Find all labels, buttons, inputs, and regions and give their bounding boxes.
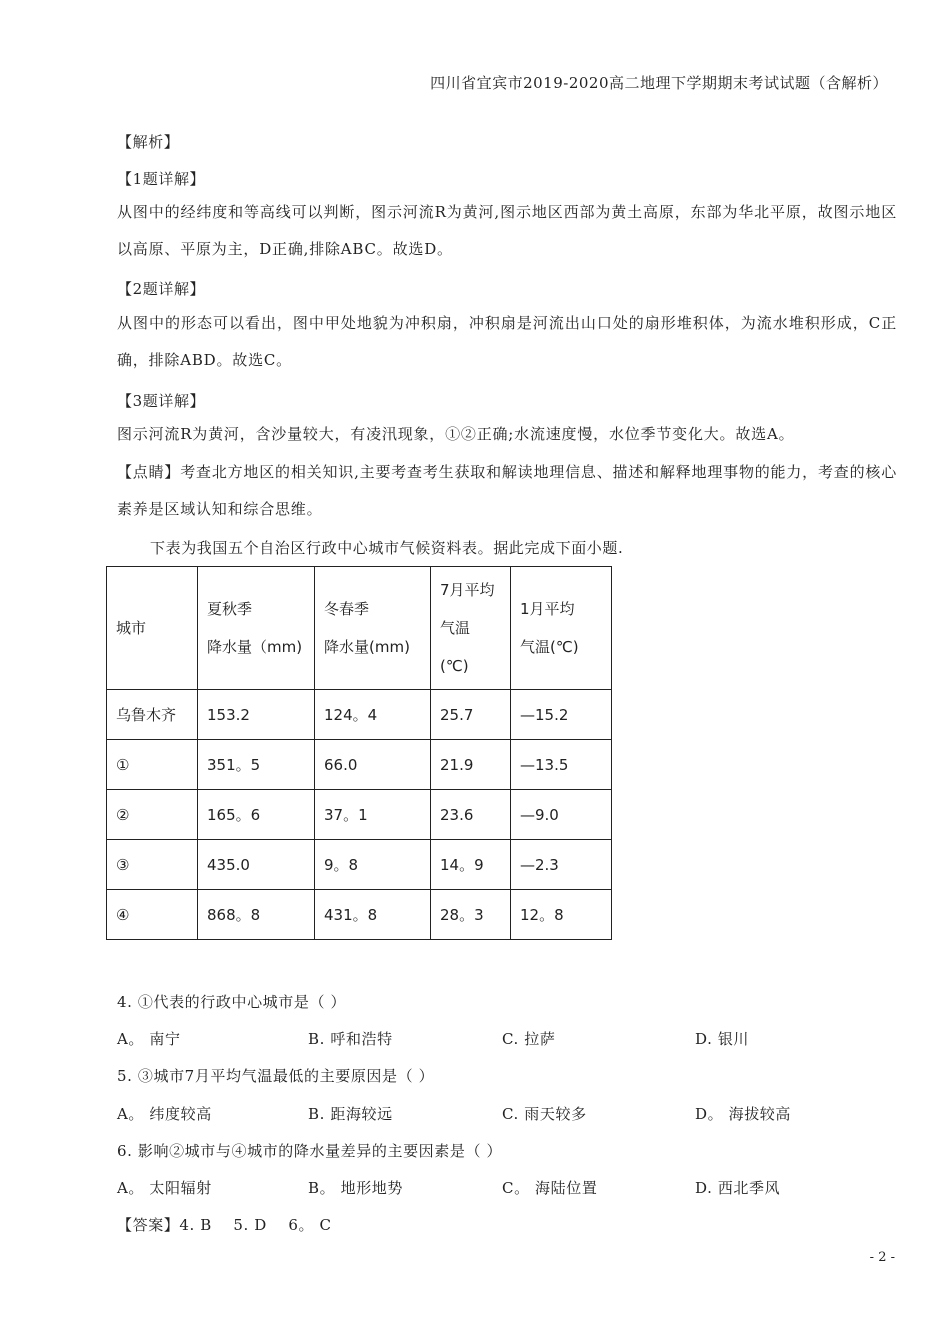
table-header-row [107, 567, 612, 690]
question-4-option-b: B. 呼和浩特 [308, 1030, 393, 1048]
july-temp-cell: 28。3 [431, 890, 511, 940]
city-cell: ③ [107, 840, 198, 890]
key-point-text: 【点睛】考查北方地区的相关知识,主要考查考生获取和解读地理信息、描述和解释地理事物的能力，考查的核心素养是区域认知和综合思维。 [117, 463, 897, 518]
city-cell: ① [107, 740, 198, 790]
question-5-option-d: D。 海拔较高 [695, 1105, 791, 1123]
winter-spring-precip-cell: 9。8 [315, 840, 431, 890]
q1-detail-label: 【1题详解】 [117, 170, 206, 188]
climate-table [106, 566, 612, 940]
answer-line: 【答案】4. B 5. D 6。 C [117, 1216, 332, 1234]
summer-autumn-precip-cell: 868。8 [198, 890, 315, 940]
question-6-option-b: B。 地形地势 [308, 1179, 403, 1197]
q3-detail-text: 图示河流R为黄河，含沙量较大，有凌汛现象，①②正确;水流速度慢，水位季节变化大。故选A。 [117, 425, 795, 443]
analysis-label: 【解析】 [117, 133, 180, 151]
summer-autumn-precip-cell: 165。6 [198, 790, 315, 840]
q1-detail-text: 从图中的经纬度和等高线可以判断，图示河流R为黄河,图示地区西部为黄土高原，东部为华北平原，故图示地区以高原、平原为主，D正确,排除ABC。故选D。 [117, 203, 897, 258]
question-5-option-c: C. 雨天较多 [502, 1105, 587, 1123]
header-summer-autumn-precip: 夏秋季 降水量（mm) [198, 567, 315, 690]
question-6-option-a: A。 太阳辐射 [117, 1179, 212, 1197]
page-header: 四川省宜宾市2019-2020高二地理下学期期末考试试题（含解析） [430, 74, 888, 92]
table-row [107, 790, 612, 840]
winter-spring-precip-cell: 124。4 [315, 690, 431, 740]
table-row [107, 690, 612, 740]
january-temp-cell: 12。8 [511, 890, 612, 940]
winter-spring-precip-cell: 66.0 [315, 740, 431, 790]
question-5-option-b: B. 距海较远 [308, 1105, 393, 1123]
header-city: 城市 [107, 567, 198, 690]
table-row [107, 890, 612, 940]
header-winter-spring-precip: 冬春季 降水量(mm) [315, 567, 431, 690]
question-6-option-c: C。 海陆位置 [502, 1179, 598, 1197]
question-4-option-d: D. 银川 [695, 1030, 750, 1048]
january-temp-cell: —15.2 [511, 690, 612, 740]
question-5-stem: 5. ③城市7月平均气温最低的主要原因是（ ） [117, 1067, 435, 1085]
question-5-option-a: A。 纬度较高 [117, 1105, 212, 1123]
question-4-option-a: A。 南宁 [117, 1030, 181, 1048]
summer-autumn-precip-cell: 153.2 [198, 690, 315, 740]
question-4-option-c: C. 拉萨 [502, 1030, 556, 1048]
header-january-temp: 1月平均 气温(℃) [511, 567, 612, 690]
city-cell: ④ [107, 890, 198, 940]
question-6-option-d: D. 西北季风 [695, 1179, 781, 1197]
january-temp-cell: —13.5 [511, 740, 612, 790]
city-cell: ② [107, 790, 198, 840]
july-temp-cell: 21.9 [431, 740, 511, 790]
january-temp-cell: —9.0 [511, 790, 612, 840]
page-number: - 2 - [869, 1250, 895, 1265]
table-row [107, 740, 612, 790]
question-6-stem: 6. 影响②城市与④城市的降水量差异的主要因素是（ ） [117, 1142, 503, 1160]
july-temp-cell: 25.7 [431, 690, 511, 740]
summer-autumn-precip-cell: 435.0 [198, 840, 315, 890]
january-temp-cell: —2.3 [511, 840, 612, 890]
q2-detail-label: 【2题详解】 [117, 280, 206, 298]
header-july-temp: 7月平均 气温 (℃) [431, 567, 511, 690]
summer-autumn-precip-cell: 351。5 [198, 740, 315, 790]
table-intro: 下表为我国五个自治区行政中心城市气候资料表。据此完成下面小题. [150, 539, 624, 557]
q2-detail-text: 从图中的形态可以看出，图中甲处地貌为冲积扇，冲积扇是河流出山口处的扇形堆积体，为流水堆积形成，C正确，排除ABD。故选C。 [117, 314, 897, 369]
table-row [107, 840, 612, 890]
july-temp-cell: 14。9 [431, 840, 511, 890]
winter-spring-precip-cell: 37。1 [315, 790, 431, 840]
q3-detail-label: 【3题详解】 [117, 392, 206, 410]
question-4-stem: 4. ①代表的行政中心城市是（ ） [117, 993, 347, 1011]
city-cell: 乌鲁木齐 [107, 690, 198, 740]
july-temp-cell: 23.6 [431, 790, 511, 840]
winter-spring-precip-cell: 431。8 [315, 890, 431, 940]
